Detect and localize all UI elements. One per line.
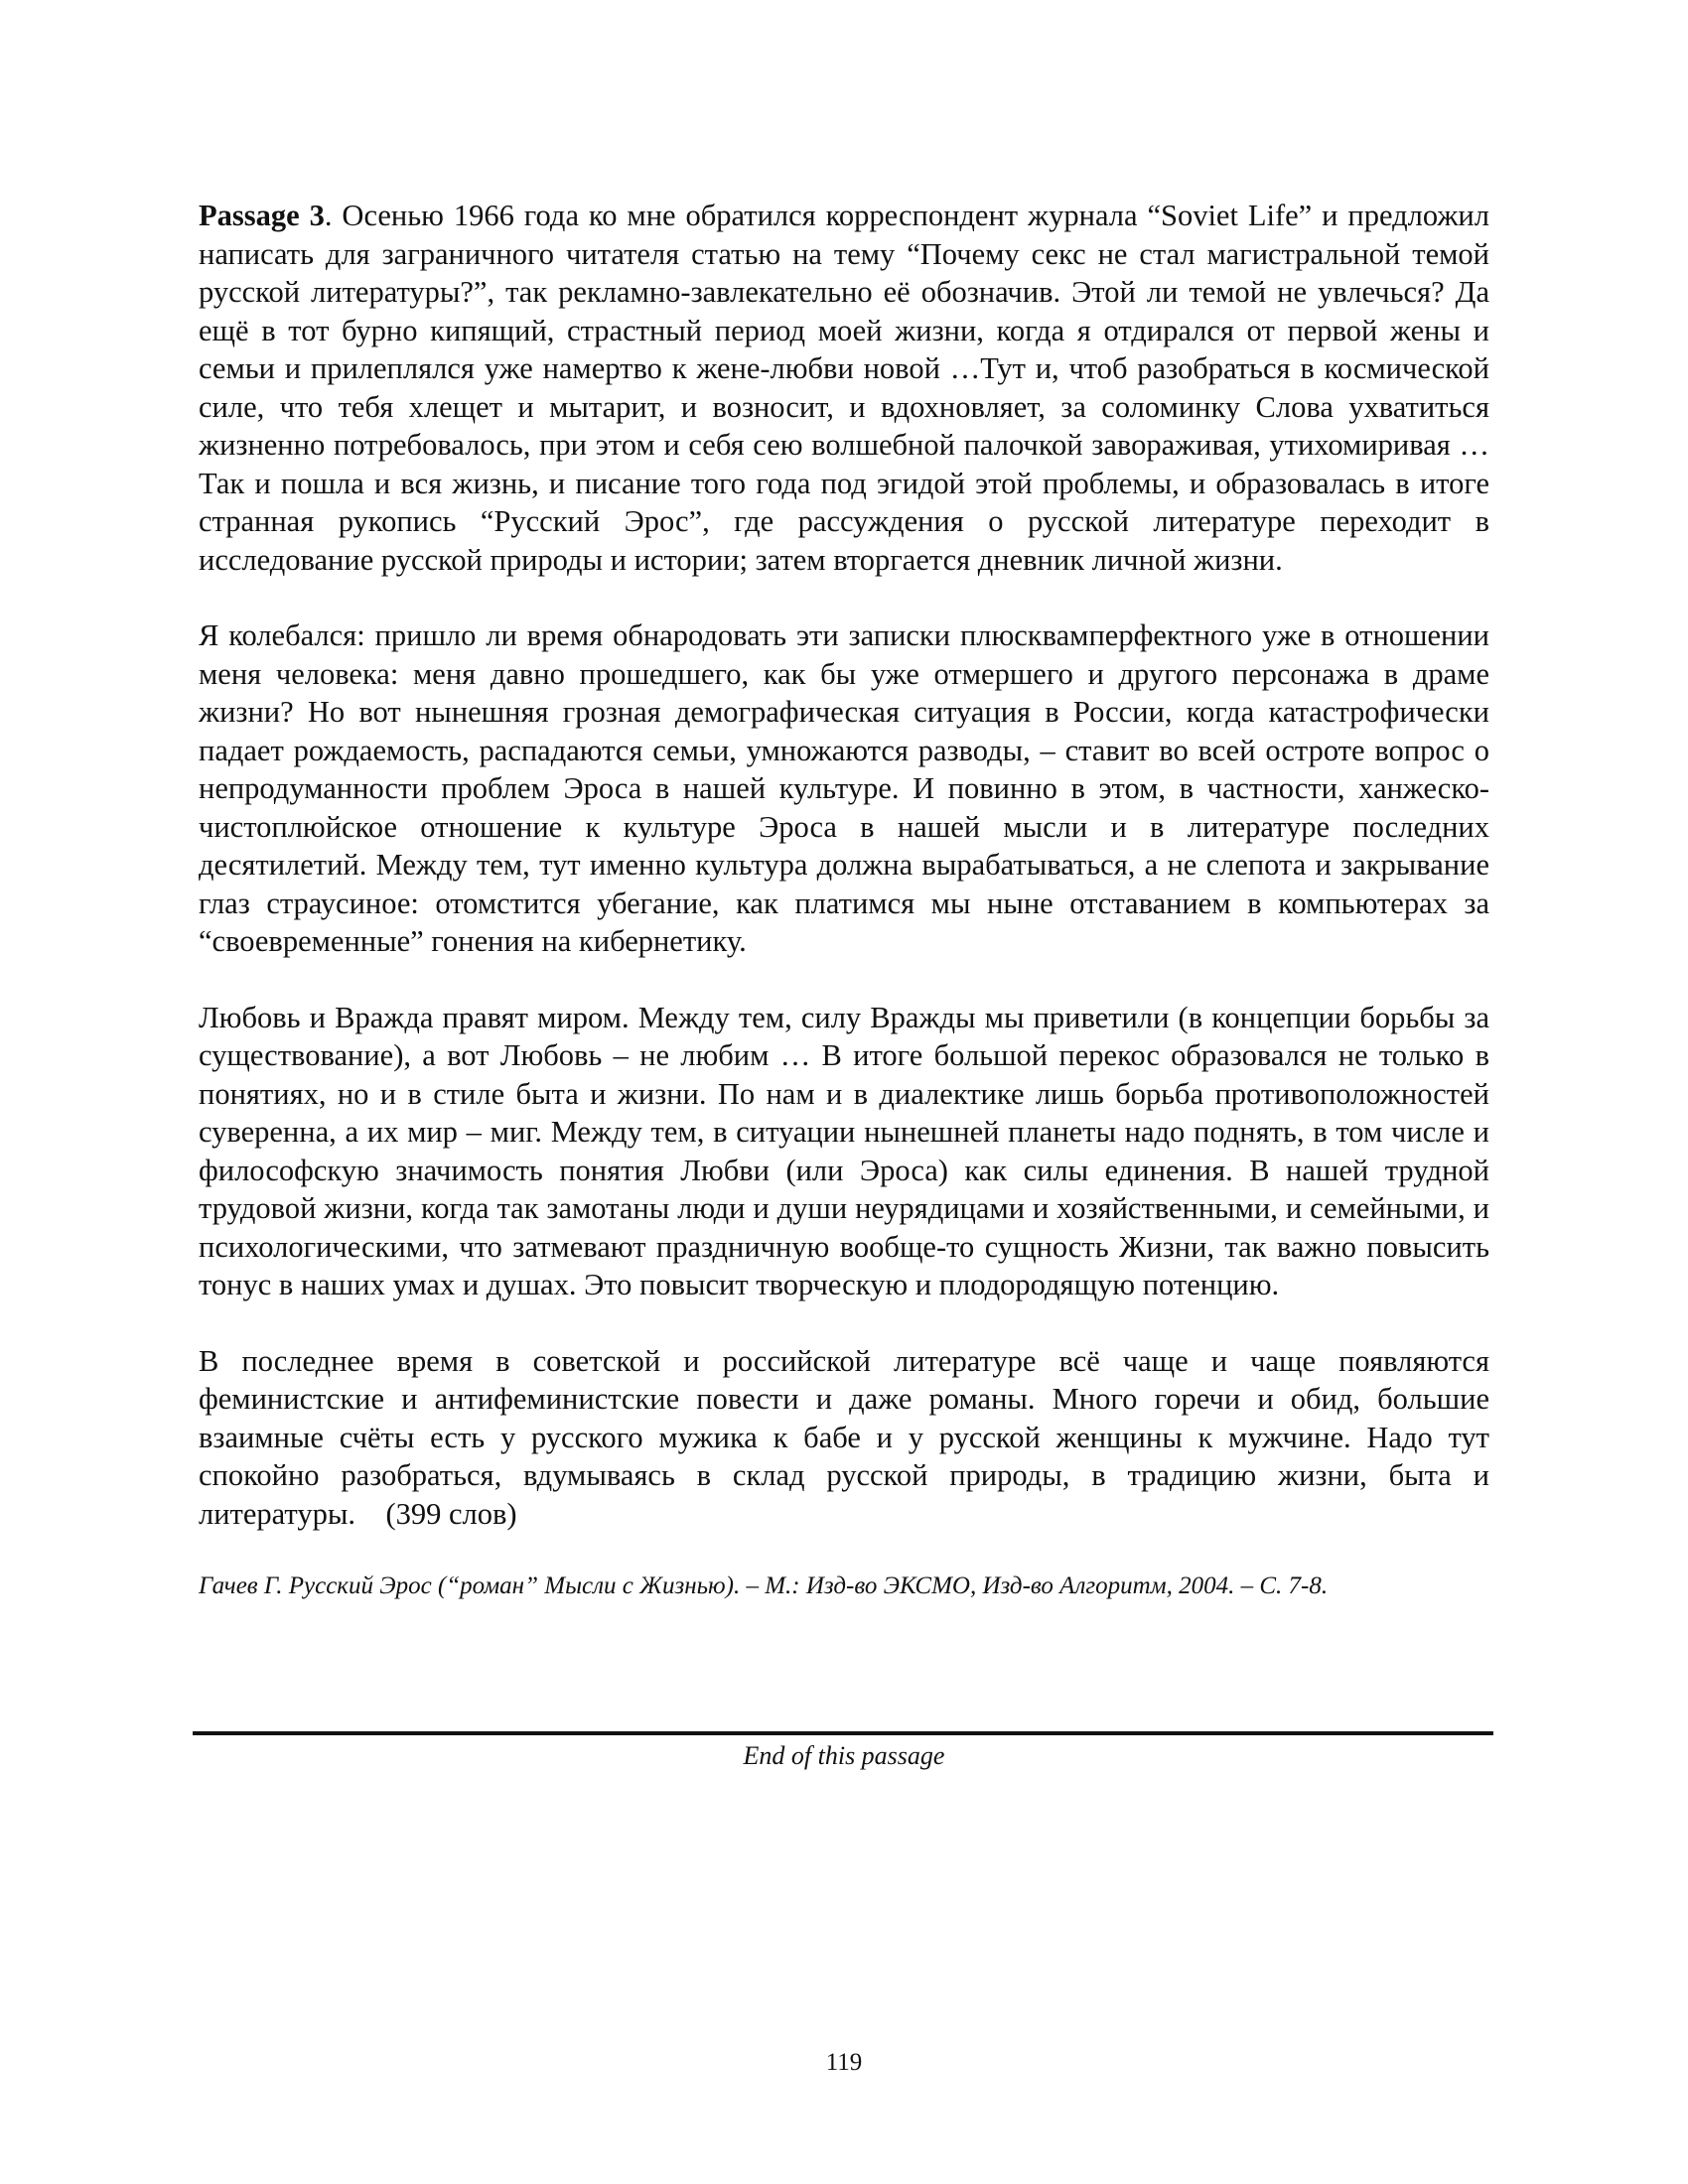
paragraph-1-text: . Осенью 1966 года ко мне обратился корреспондент журнала “Soviet Life” и предложил написать для заграничного читателя статью на тему “Почему секс не стал магистральной темой русской литературы?”, так рекламно-завлекательно её обозначив. Этой ли темой не увлечься? Да ещё в тот бурно кипящий, страстный период моей жизни, когда я отдирался от первой жены и семьи и прилеплялся уже намертво к жене-любви новой …Тут и, чтоб разобраться в космической силе, что тебя хлещет и мытарит, и возносит, и вдохновляет, за соломинку Слова ухватиться жизненно потребовалось, при этом и себя сею волшебной палочкой завораживая, утихомиривая … Так и пошла и вся жизнь, и писание того года под эгидой этой проблемы, и образовалась в итоге странная рукопись “Русский Эрос”, где рассуждения о русской литературе переходит в исследование русской природы и истории; затем вторгается дневник личной жизни.	[199, 199, 1489, 577]
paragraph-3: Любовь и Вражда правят миром. Между тем, силу Вражды мы приветили (в концепции борьбы за существование), а вот Любовь – не любим … В итоге большой перекос образовался не только в понятиях, но и в стиле быта и жизни. По нам и в диалектике лишь борьба противоположностей суверенна, а их мир – миг. Между тем, в ситуации нынешней планеты надо поднять, в том числе и философскую значимость понятия Любви (или Эроса) как силы единения. В нашей трудной трудовой жизни, когда так замотаны люди и души неурядицами и хозяйственными, и семейными, и психологическими, что затмевают праздничную вообще-то сущность Жизни, так важно повысить тонус в наших умах и душах. Это повысит творческую и плодородящую потенцию.	[199, 1000, 1489, 1301]
paragraph-4	[199, 1342, 1489, 1534]
passage-label: Passage 3	[199, 199, 325, 232]
paragraph-4-text: В последнее время в советской и российской литературе всё чаще и чаще появляются феминистские и антифеминистские повести и даже романы. Много горечи и обид, большие взаимные счёты есть у русского мужика к бабе и у русской женщины к мужчине. Надо тут спокойно разобраться, вдумываясь в склад русской природы, в традицию жизни, быта и литературы.	[199, 1343, 1489, 1531]
passage-body	[199, 197, 1489, 1602]
page-number: 119	[825, 2049, 863, 2076]
end-of-passage-note: End of this passage	[743, 1741, 945, 1770]
paragraph-2: Я колебался: пришло ли время обнародовать эти записки плюсквамперфектного уже в отношении меня человека: меня давно прошедшего, как бы уже отмершего и другого персонажа в драме жизни? Но вот нынешняя грозная демографическая ситуация в России, когда катастрофически падает рождаемость, распадаются семьи, умножаются разводы, – ставит во всей остроте вопрос о непродуманности проблем Эроса в нашей культуре. И повинно в этом, в частности, ханжеско-чистоплюйское отношение к культуре Эроса в нашей мысли и в литературе последних десятилетий. Между тем, тут именно культура должна вырабатываться, а не слепота и закрывание глаз страусиное: отомстится убегание, как платимся мы ныне отставанием в компьютерах за “своевременные” гонения на кибернетику.	[199, 618, 1489, 958]
paragraph-1	[199, 197, 1489, 579]
divider-rule	[193, 1731, 1493, 1735]
word-count: (399 слов)	[385, 1496, 517, 1531]
source-citation: Гачев Г. Русский Эрос (“роман” Мысли с Жизнью). – М.: Изд-во ЭКСМО, Изд-во Алгоритм, 2004. – С. 7-8.	[199, 1572, 1329, 1599]
